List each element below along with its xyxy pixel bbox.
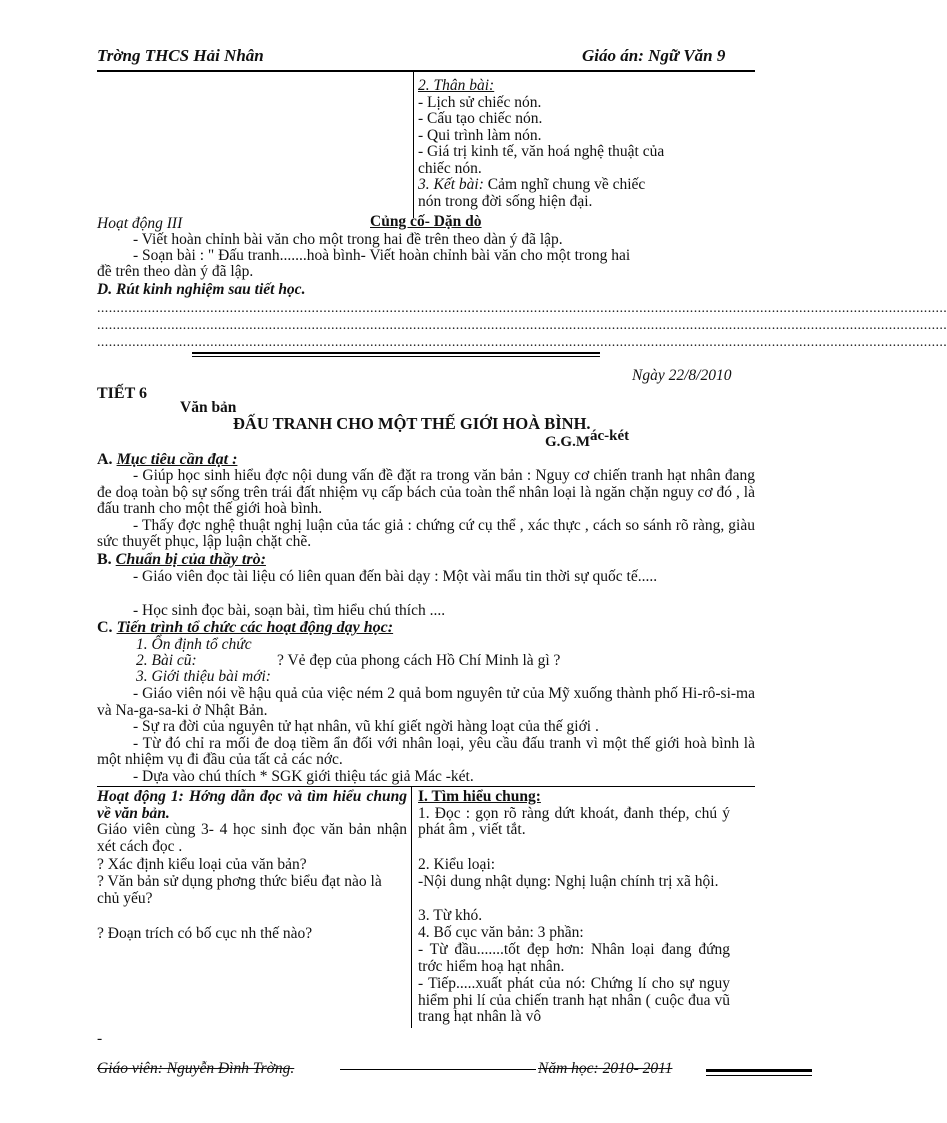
section-c-p1: - Giáo viên nói về hậu quả của việc ném 2 quả bom nguyên tử của Mỹ xuống thành phố Hi-rô-si-ma và Na-ga-sa-ki ở Nhật Bản. bbox=[97, 685, 755, 719]
section-b-title: Chuẩn bị của thầy trò: bbox=[115, 551, 266, 568]
table-right-r7: - Tiếp.....xuất phát của nó: Chứng lí cho sự nguy hiểm phi lí của chiến tranh hạt nhân ( cuộc đua vũ trang hạt nhân là vô bbox=[418, 975, 730, 1025]
table-right-r1: 1. Đọc : gọn rõ ràng dứt khoát, đanh thép, chú ý phát âm , viết tắt. bbox=[418, 804, 730, 838]
lesson-number: TIẾT 6 bbox=[97, 385, 147, 402]
section-b-p2: - Học sinh đọc bài, soạn bài, tìm hiểu chú thích .... bbox=[133, 602, 446, 619]
section-c-body bbox=[97, 686, 755, 785]
section-c-label: C. bbox=[97, 619, 117, 636]
dotted-line: .......................................................................................................................................................................................................................... bbox=[97, 318, 947, 333]
separator-rule bbox=[192, 352, 600, 354]
section-c-p4: - Dựa vào chú thích * SGK giới thiệu tác giả Mác -két. bbox=[133, 767, 474, 785]
activity3-label: Hoạt động III bbox=[97, 215, 183, 232]
section-a-p2: - Thấy đợc nghệ thuật nghị luận của tác giả : chứng cứ cụ thể , xác thực , cách so sánh rõ ràng, giàu sức thuyết phục, lập luận chặt chẽ. bbox=[97, 516, 755, 550]
table-right-r2: 2. Kiểu loại: bbox=[418, 856, 496, 873]
top-outline bbox=[418, 78, 730, 210]
footer-rule bbox=[706, 1069, 812, 1072]
outline-item: - Lịch sử chiếc nón. bbox=[418, 93, 542, 111]
outline-item: - Qui trình làm nón. bbox=[418, 126, 542, 144]
lesson-genre: Văn bản bbox=[180, 399, 237, 416]
table-right-r3: -Nội dung nhật dụng: Nghị luận chính trị xã hội. bbox=[418, 873, 719, 890]
table-right-r4: 3. Từ khó. bbox=[418, 907, 483, 924]
outline-conclusion-text: Cảm nghĩ chung về chiếc bbox=[483, 176, 646, 193]
activity3-line1: - Viết hoàn chỉnh bài văn cho một trong hai đề trên theo dàn ý đã lập. bbox=[133, 231, 563, 248]
section-c-p2: - Sự ra đời của nguyên tử hạt nhân, vũ khí giết ngời hàng loạt của thế giới . bbox=[133, 718, 599, 735]
table-right-r6: - Từ đầu.......tốt đẹp hơn: Nhân loại đang đứng trớc hiểm hoạ hạt nhân. bbox=[418, 941, 730, 975]
author-suffix: ác-két bbox=[590, 428, 630, 444]
section-c-title: Tiến trình tổ chức các hoạt động dạy học: bbox=[116, 619, 394, 636]
outline-conclusion-label: 3. Kết bài: bbox=[418, 176, 484, 193]
section-c-p3: - Từ đó chỉ ra mối đe doạ tiềm ẩn đối với nhân loại, yêu cầu đấu tranh vì một thế giới hoà bình là một nhiệm vụ đi đầu của tất cả các nớc. bbox=[97, 734, 755, 768]
outline-item: - Giá trị kinh tế, văn hoá nghệ thuật của bbox=[418, 143, 665, 160]
table-top-border bbox=[97, 786, 755, 787]
outline-item: - Cấu tạo chiếc nón. bbox=[418, 110, 543, 127]
table-left-t1: Giáo viên cùng 3- 4 học sinh đọc văn bản nhận xét cách đọc . bbox=[97, 821, 407, 855]
footer-teacher: Giáo viên: Nguyễn Đình Trờng. bbox=[97, 1060, 295, 1077]
header-school: Trờng THCS Hải Nhân bbox=[97, 46, 264, 65]
section-b-heading bbox=[97, 552, 266, 569]
table-column-border bbox=[411, 786, 412, 1028]
header-subject: Giáo án: Ngữ Văn 9 bbox=[582, 46, 726, 65]
footer-year: Năm học: 2010- 2011 bbox=[538, 1060, 673, 1077]
section-c-s2-question: ? Vẻ đẹp của phong cách Hồ Chí Minh là gì ? bbox=[277, 652, 561, 669]
section-b-body bbox=[97, 569, 755, 586]
outline-conclusion-text2: nón trong đời sống hiện đại. bbox=[418, 192, 593, 210]
table-right-r5: 4. Bố cục văn bản: 3 phần: bbox=[418, 924, 584, 941]
dotted-line: .......................................................................................................................................................................................................................... bbox=[97, 335, 947, 350]
activity3-title: Củng cố- Dặn dò bbox=[370, 213, 482, 230]
dotted-line: .......................................................................................................................................................................................................................... bbox=[97, 301, 947, 316]
section-c-s2-label: 2. Bài cũ: bbox=[136, 652, 197, 669]
section-a-label: A. bbox=[97, 451, 117, 468]
lesson-title: ĐẤU TRANH CHO MỘT THẾ GIỚI HOÀ BÌNH. bbox=[233, 414, 591, 433]
table-left-heading: Hoạt động 1: Hớng dẫn đọc và tìm hiểu chung về văn bản. bbox=[97, 788, 407, 822]
stray-mark: - bbox=[97, 1030, 103, 1047]
lesson-author bbox=[545, 428, 630, 451]
section-c-s3: 3. Giới thiệu bài mới: bbox=[136, 668, 271, 685]
author-prefix: G.G.M bbox=[545, 434, 590, 450]
outline-item: chiếc nón. bbox=[418, 159, 482, 177]
section-c-s1: 1. Ổn định tổ chức bbox=[136, 636, 252, 653]
table-left-q1: ? Xác định kiểu loại của văn bản? bbox=[97, 856, 307, 873]
table-left-q3: ? Đoạn trích có bố cục nh thế nào? bbox=[97, 925, 313, 942]
section-d-title: D. Rút kinh nghiệm sau tiết học. bbox=[97, 281, 306, 298]
table-right-column bbox=[418, 789, 730, 839]
header-rule bbox=[97, 70, 755, 72]
footer-rule bbox=[340, 1069, 536, 1070]
activity3-line3: đề trên theo dàn ý đã lập. bbox=[97, 263, 254, 280]
separator-rule bbox=[192, 356, 600, 357]
outline-title: 2. Thân bài: bbox=[418, 77, 495, 94]
section-a-p1: - Giúp học sinh hiểu đợc nội dung vấn đề đặt ra trong văn bản : Nguy cơ chiến tranh hạt nhân đang đe doạ toàn bộ sự sống trên trái đất nhiệm vụ cấp bách của toàn thể nhân loại là ngăn chặn nguy cơ đó , là đấu tranh cho một thế giới hoà bình. bbox=[97, 467, 755, 517]
section-b-p1: - Giáo viên đọc tài liệu có liên quan đến bài dạy : Một vài mẩu tin thời sự quốc tế..... bbox=[133, 568, 658, 585]
lesson-date: Ngày 22/8/2010 bbox=[632, 367, 732, 384]
section-a-body bbox=[97, 468, 755, 551]
section-a-title: Mục tiêu cần đạt : bbox=[116, 451, 238, 468]
table-left-column bbox=[97, 789, 407, 855]
outline-column-border bbox=[413, 72, 414, 218]
section-b-label: B. bbox=[97, 551, 116, 568]
table-left-q2: ? Văn bản sử dụng phơng thức biểu đạt nào là chủ yếu? bbox=[97, 873, 382, 907]
table-right-heading: I. Tìm hiểu chung: bbox=[418, 788, 541, 805]
section-c-heading bbox=[97, 620, 393, 637]
footer-rule bbox=[706, 1075, 812, 1076]
activity3-line2: - Soạn bài : " Đấu tranh.......hoà bình- Viết hoàn chỉnh bài văn cho một trong hai bbox=[133, 247, 631, 264]
